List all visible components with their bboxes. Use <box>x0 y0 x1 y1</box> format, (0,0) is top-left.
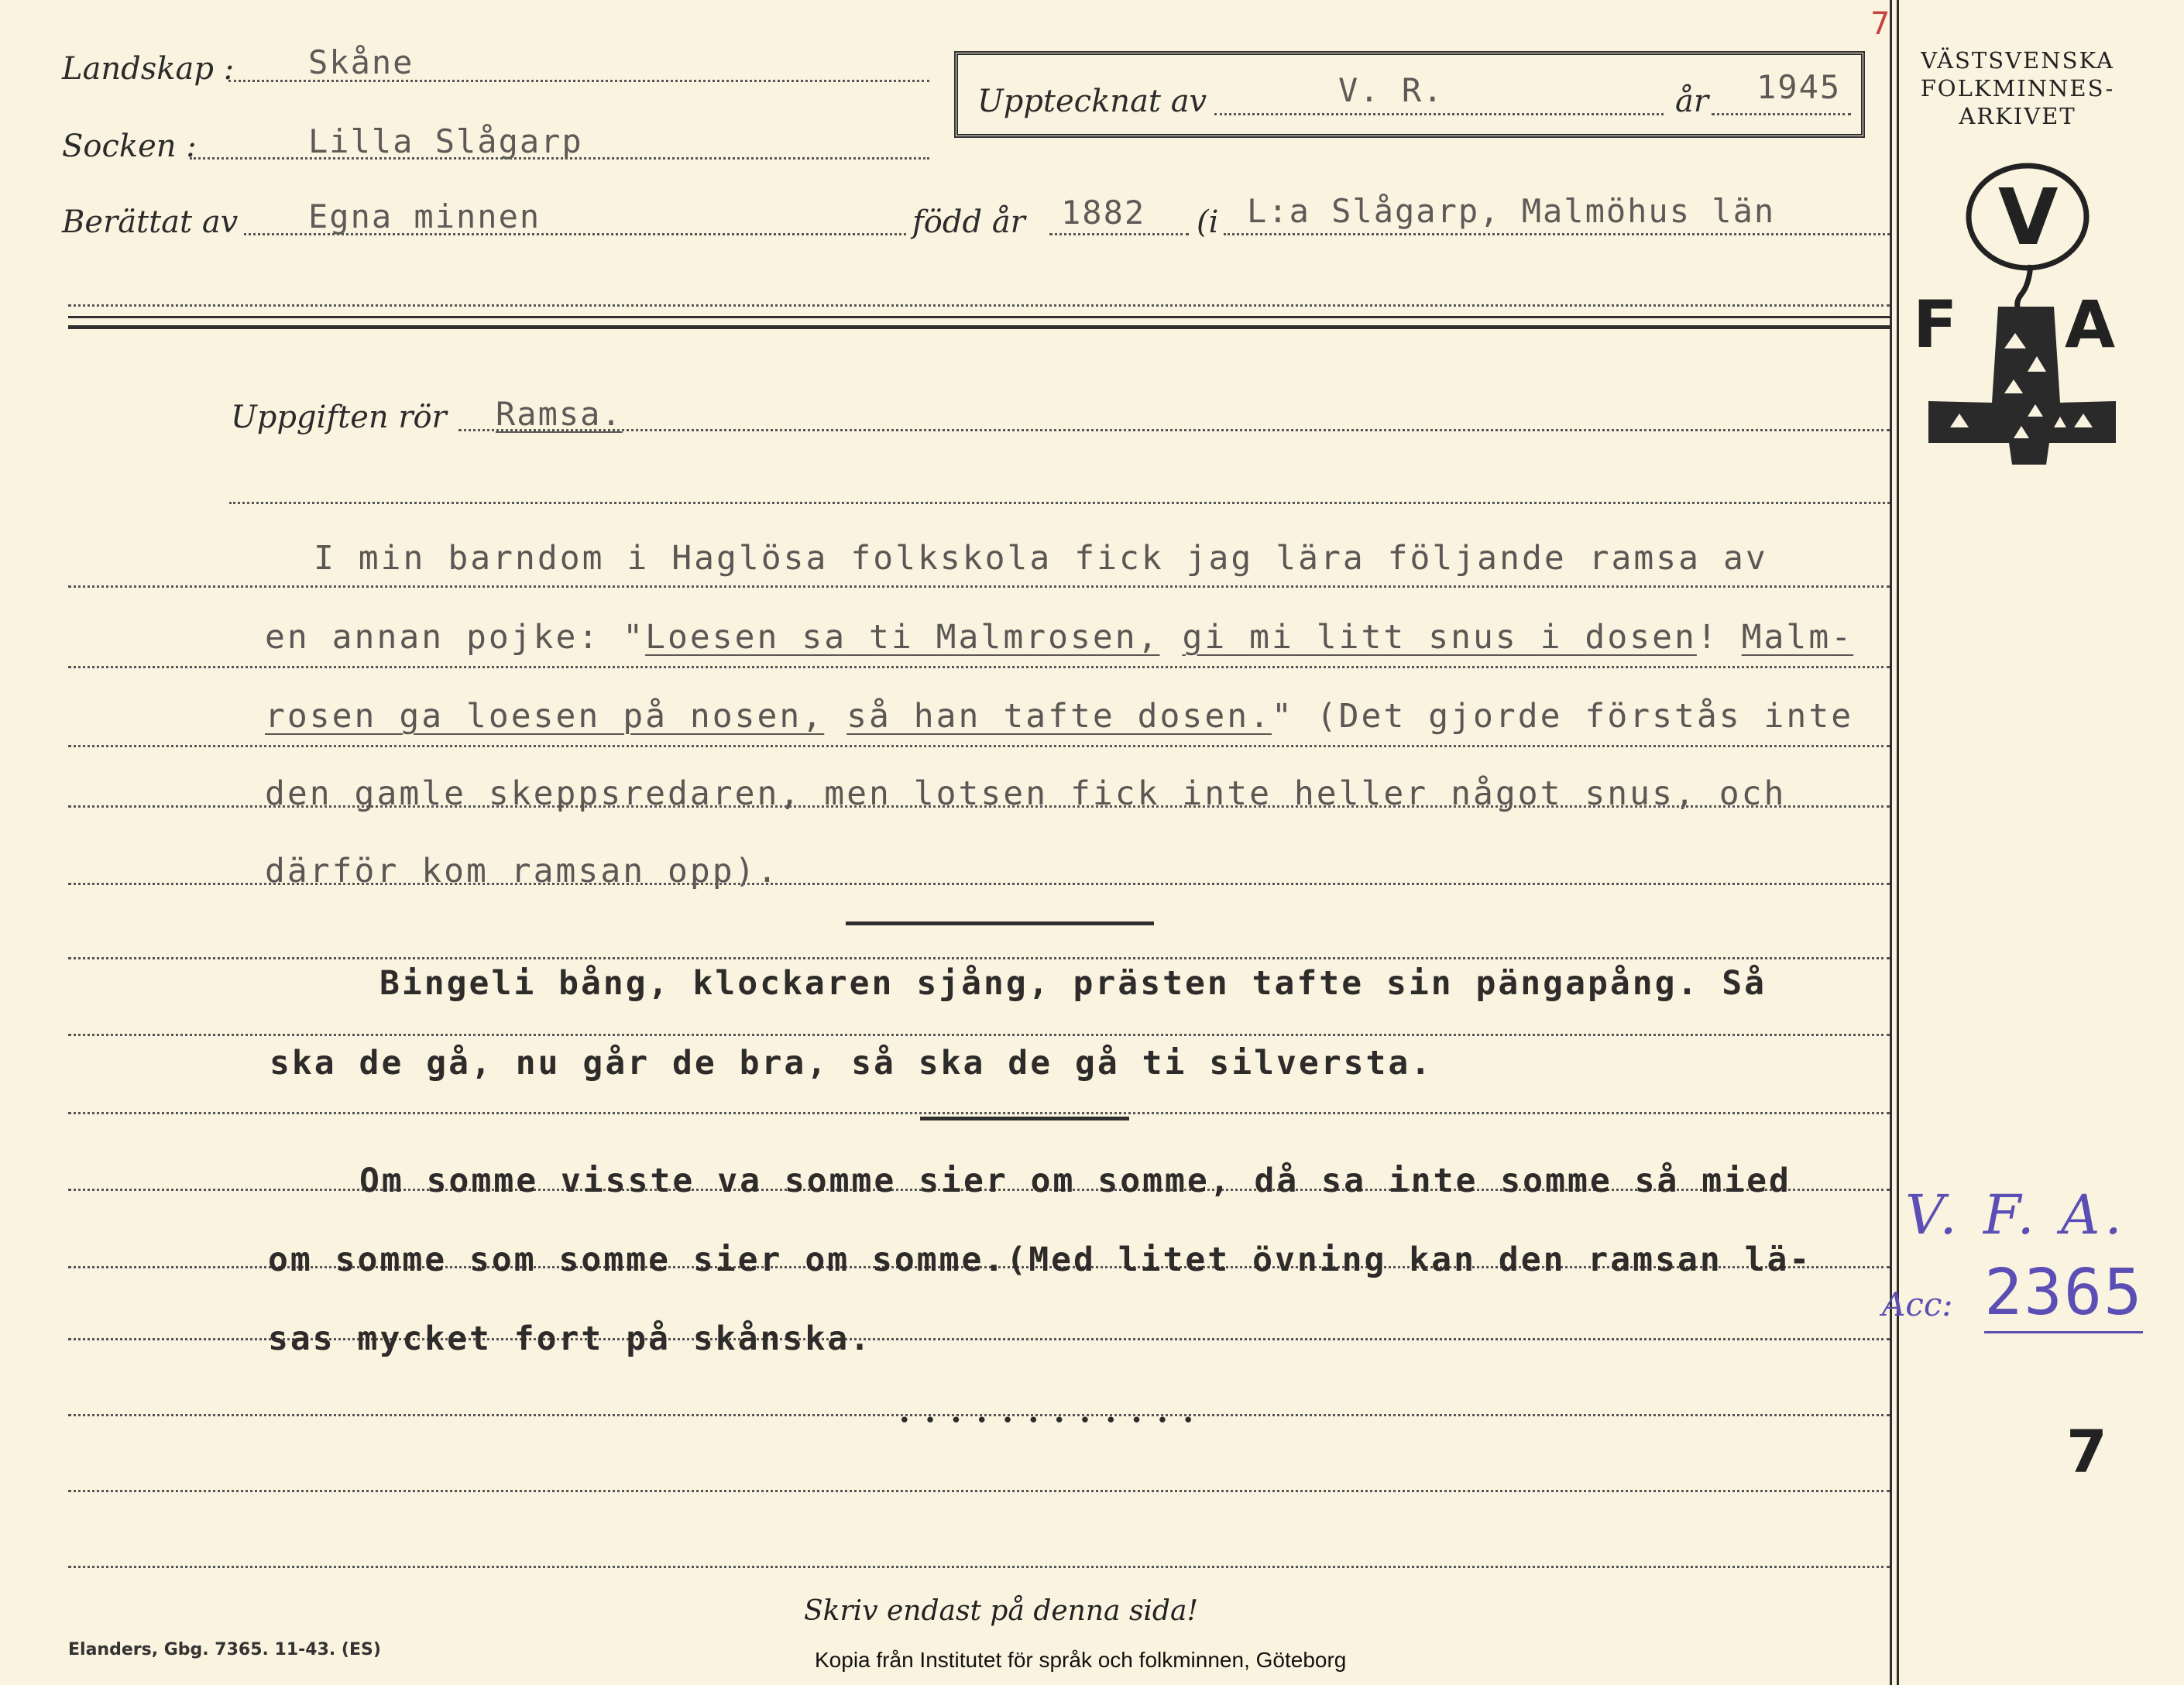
para1-line-4: den gamle skeppsredaren, men lotsen fick inte heller något snus, och <box>265 774 1787 813</box>
page-number: 7 <box>2066 1417 2107 1486</box>
logo-right-letter: A <box>2065 287 2116 362</box>
para1-underlined: Malm- <box>1741 618 1854 657</box>
uppt-value: V. R. <box>1338 71 1444 109</box>
archive-heading <box>1905 46 2130 130</box>
separator-2 <box>920 1117 1129 1120</box>
ar-value: 1945 <box>1756 68 1842 106</box>
separator-1 <box>846 921 1154 925</box>
socken-value: Lilla Slågarp <box>308 122 583 160</box>
ruled-line <box>68 957 1890 959</box>
stamp-acc-number: 2365 <box>1984 1256 2143 1333</box>
logo-left-letter: F <box>1913 287 1958 362</box>
header-rule-1 <box>68 316 1890 318</box>
para1-line-1: I min barndom i Haglösa folkskola fick jag lära följande ramsa av <box>314 539 1768 578</box>
para1-line-5: därför kom ramsan opp). <box>265 852 780 891</box>
margin-rule-right <box>1897 0 1899 1685</box>
archive-line-3: ARKIVET <box>1959 103 2076 129</box>
fodd-value: 1882 <box>1061 194 1146 232</box>
para1-underlined: så han tafte dosen. <box>846 697 1272 736</box>
end-dots: • • • • • • • • • • • • <box>898 1409 1196 1433</box>
landskap-value: Skåne <box>308 43 414 81</box>
para1-underlined: rosen ga loesen på nosen, <box>265 697 825 736</box>
para1-text: en annan pojke: " <box>265 618 646 657</box>
ruled-line <box>68 1490 1890 1492</box>
blank-header-line <box>68 304 1890 307</box>
birthplace-prefix: (i <box>1197 204 1219 240</box>
para1-text <box>824 697 846 736</box>
para1-line-3 <box>265 697 1853 736</box>
socken-label: Socken : <box>62 129 197 164</box>
vfa-logo <box>1913 155 2122 472</box>
landskap-label: Landskap : <box>62 51 235 87</box>
ruled-line <box>68 1034 1890 1036</box>
para1-text: " (Det gjorde förstås inte <box>1272 697 1854 736</box>
para3-line-3: sas mycket fort på skånska. <box>268 1320 872 1358</box>
para3-line-1: Om somme visste va somme sier om somme, då sa inte somme så mied <box>359 1162 1791 1200</box>
corner-mark: 7 <box>1870 6 1890 42</box>
para1-underlined: Loesen sa ti Malmrosen, <box>645 618 1160 657</box>
copy-note: Kopia från Institutet för språk och folkminnen, Göteborg <box>815 1648 1347 1672</box>
ruled-line <box>68 1112 1890 1114</box>
ruled-line <box>68 585 1890 588</box>
uppt-label: Upptecknat av <box>977 84 1207 119</box>
uppt-line <box>1214 113 1664 115</box>
fodd-label: född år <box>912 204 1025 240</box>
ar-line <box>1712 113 1851 115</box>
para3-line-2: om somme som somme sier om somme.(Med litet övning kan den ramsan lä- <box>268 1241 1812 1279</box>
subject-label: Uppgiften rör <box>231 400 447 435</box>
archive-line-2: FOLKMINNES- <box>1920 75 2115 101</box>
fodd-line <box>1049 233 1189 235</box>
berattat-label: Berättat av <box>62 204 239 240</box>
berattat-value: Egna minnen <box>308 197 541 235</box>
ruled-line <box>68 745 1890 747</box>
para2-line-1: Bingeli bång, klockaren sjång, prästen tafte sin pängapång. Så <box>379 964 1767 1003</box>
header-rule-2 <box>68 325 1890 329</box>
ruled-line <box>68 666 1890 668</box>
ar-label: år <box>1675 84 1708 119</box>
subject-value: Ramsa. <box>496 395 623 433</box>
footer-instruction: Skriv endast på denna sida! <box>804 1595 1198 1627</box>
archive-line-1: VÄSTSVENSKA <box>1921 47 2114 74</box>
printer-mark: Elanders, Gbg. 7365. 11-43. (ES) <box>68 1640 381 1659</box>
para1-line-2 <box>265 618 1853 657</box>
margin-rule-left <box>1890 0 1892 1685</box>
subject-line <box>458 429 1890 431</box>
para2-line-2: ska de gå, nu går de bra, så ska de gå ti silversta. <box>270 1044 1434 1083</box>
stamp-acc-label: Acc: <box>1882 1285 1953 1323</box>
birthplace-value: L:a Slågarp, Malmöhus län <box>1247 192 1776 230</box>
ruled-line <box>68 1566 1890 1568</box>
birthplace-line <box>1224 233 1890 235</box>
para1-underlined: gi mi litt snus i dosen <box>1182 618 1697 657</box>
stamp-vfa: V. F. A. <box>1905 1183 2127 1247</box>
para1-text: ! <box>1696 618 1742 657</box>
logo-center-letter: V <box>1998 172 2059 263</box>
blank-subject-line <box>229 502 1890 504</box>
para1-text <box>1160 618 1183 657</box>
